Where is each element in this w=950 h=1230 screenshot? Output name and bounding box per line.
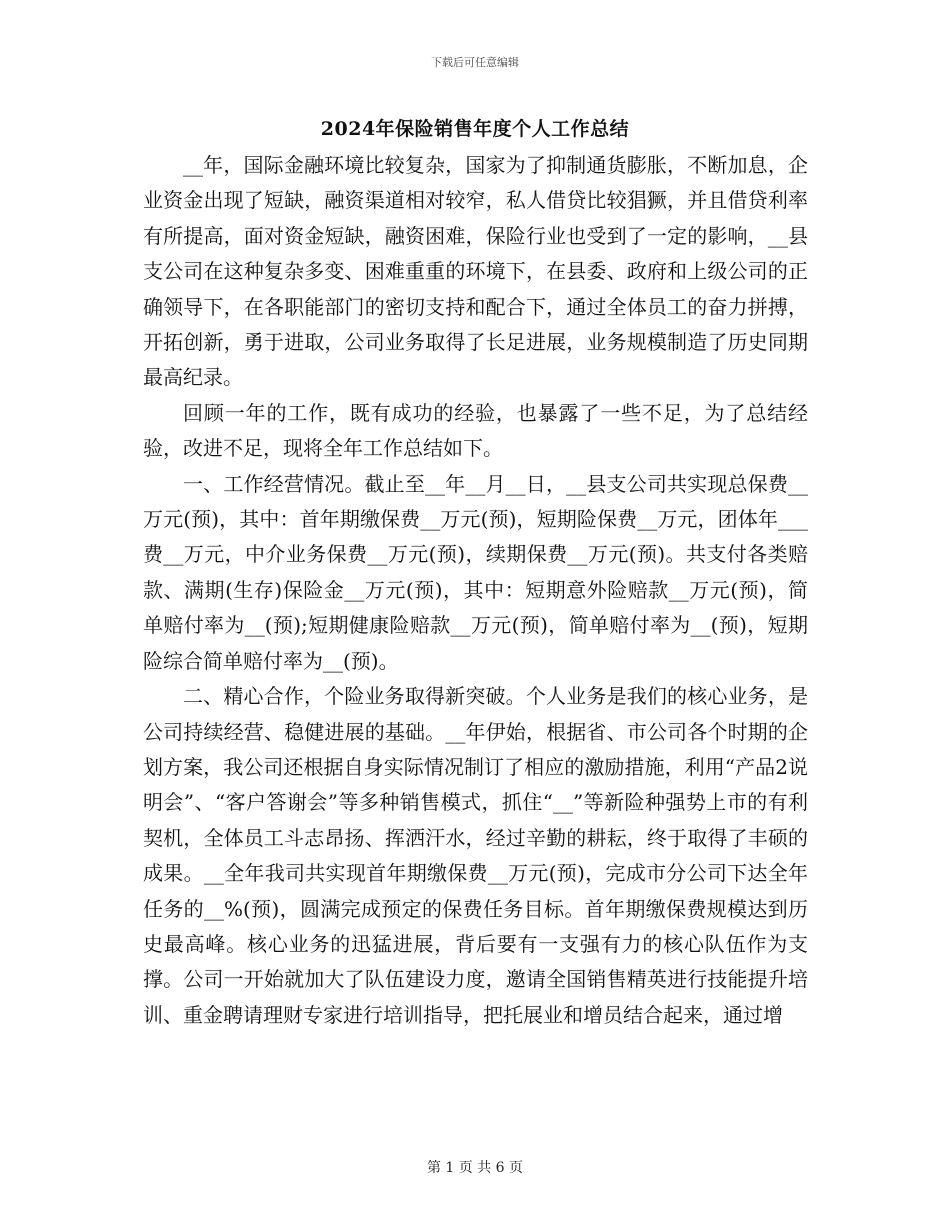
page-number: 第 1 页 共 6 页 xyxy=(426,1160,524,1176)
document-body xyxy=(143,148,808,1033)
paragraph-intro: __年，国际金融环境比较复杂，国家为了抑制通货膨胀，不断加息，企业资金出现了短缺，融资渠道相对较窄，私人借贷比较猖獗，并且借贷利率有所提高，面对资金短缺，融资困难，保险行业也受到了一定的影响，__县支公司在这种复杂多变、困难重重的环境下，在县委、政府和上级公司的正确领导下，在各职能部门的密切支持和配合下，通过全体员工的奋力拼搏，开拓创新，勇于进取，公司业务取得了长足进展，业务规模制造了历史同期最高纪录。 xyxy=(143,153,808,390)
document-title: 2024年保险销售年度个人工作总结 xyxy=(320,118,630,140)
paragraph-section-one: 一、工作经营情况。截止至__年__月__日，__县支公司共实现总保费__万元(预)，其中：首年期缴保费__万元(预)，短期险保费__万元，团体年___费__万元，中介业务保费__万元(预)，续期保费__万元(预)。共支付各类赔款、满期(生存)保险金__万元(预)，其中：短期意外险赔款__万元(预)，简单赔付率为__(预);短期健康险赔款__万元(预)，简单赔付率为__(预)，短期险综合简单赔付率为__(预)。 xyxy=(143,471,808,673)
page-header-note: 下载后可任意编辑 xyxy=(431,56,519,69)
paragraph-section-two: 二、精心合作，个险业务取得新突破。个人业务是我们的核心业务，是公司持续经营、稳健进展的基础。__年伊始，根据省、市公司各个时期的企划方案，我公司还根据自身实际情况制订了相应的激励措施，利用“产品2说明会”、“客户答谢会”等多种销售模式，抓住“__”等新险种强势上市的有利契机，全体员工斗志昂扬、挥洒汗水，经过辛勤的耕耘，终于取得了丰硕的成果。__全年我司共实现首年期缴保费__万元(预)，完成市分公司下达全年任务的__%(预)，圆满完成预定的保费任务目标。首年期缴保费规模达到历史最高峰。核心业务的迅猛进展，背后要有一支强有力的核心队伍作为支撑。公司一开始就加大了队伍建设力度，邀请全国销售精英进行技能提升培训、重金聘请理财专家进行培训指导，把托展业和增员结合起来，通过增 xyxy=(143,684,808,1027)
paragraph-review: 回顾一年的工作，既有成功的经验，也暴露了一些不足，为了总结经验，改进不足，现将全年工作总结如下。 xyxy=(143,400,808,461)
